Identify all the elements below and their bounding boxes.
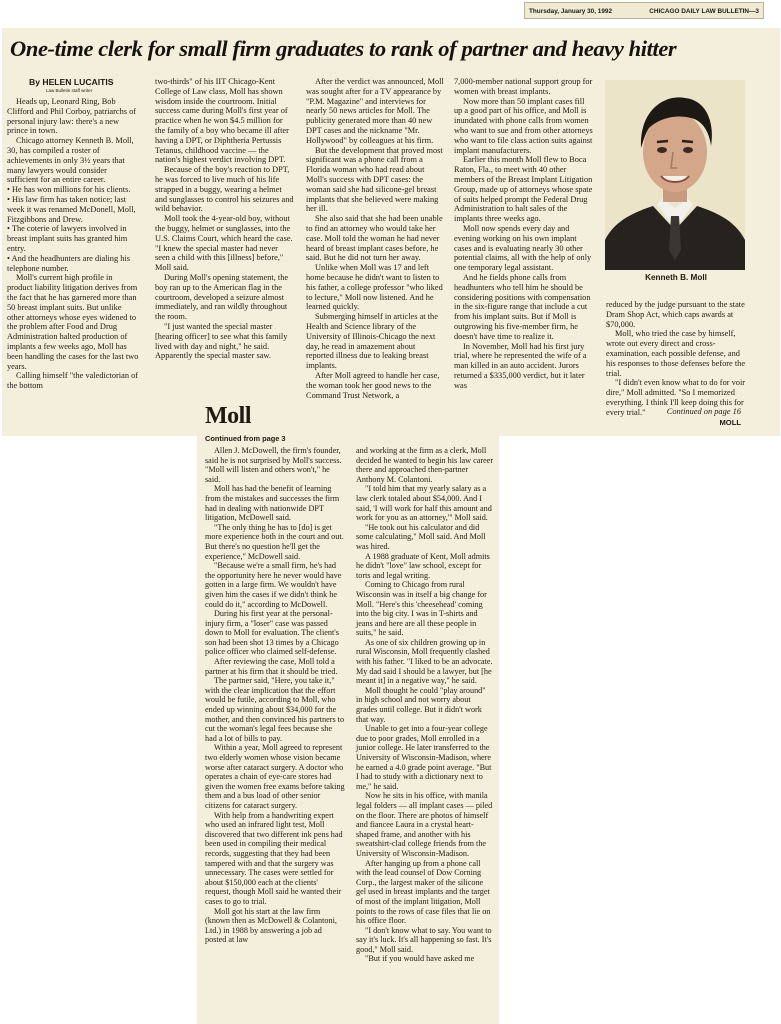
paragraph: But the development that proved most significant was a phone call from a Florida woman who had read about Moll's success with DPT cases: the woman said she had silicone-gel breast implants that she believed were making her ill.: [306, 145, 443, 214]
paragraph: As one of six children growing up in rural Wisconsin, Moll frequently clashed with his father. "I liked to be an advocate. My dad said I should be a lawyer, but [he meant it] in a negative way," he said.: [356, 637, 493, 686]
jump-column-left: [205, 446, 345, 945]
paragraph: In November, Moll had his first jury trial, where he represented the wife of a man killed in an auto accident. Jurors returned a $335,000 verdict, but it later was: [454, 341, 587, 390]
jump-headline: Moll: [205, 403, 251, 429]
paragraph: Unlike when Moll was 17 and left home because he didn't want to listen to his father, a college professor "who liked to lecture," Moll now listened. And he learned quickly.: [306, 263, 443, 312]
paragraph: 7,000-member national support group for women with breast implants.: [454, 77, 593, 96]
paragraph: Moll's current high profile in product liability litigation derives from the fact that he has garnered more than 50 breast implant suits. But unlike other attorneys whose eyes widened to the problem after Food and Drug Administration halted production of implants a few weeks ago, Moll has been handling the cases for the last two years.: [7, 273, 139, 371]
paragraph: Within a year, Moll agreed to represent two elderly women whose vision became worse after cataract surgery. A doctor who operates a chain of eye-care stores had given the women free exams before taking them and a bus load of other senior citizens for cataract surgery.: [205, 743, 345, 810]
paragraph: Moll, who tried the case by himself, wrote out every direct and cross-examination, each possible defense, and his responses to those defenses before the trial.: [606, 329, 746, 378]
portrait-photo: [605, 80, 745, 270]
paragraph: "I didn't even know what to do for voir dire," Moll admitted. "So I memorized everything. I think I'll keep doing this for every trial.": [606, 378, 746, 417]
photo-caption: Kenneth B. Moll: [645, 273, 707, 282]
bullet-paragraph: • His law firm has taken notice; last week it was renamed McDonell, Moll, Fitzgibbons and Drew.: [7, 194, 136, 224]
page-header-tag: [524, 2, 764, 19]
paragraph: Now he sits in his office, with manila legal folders — all implant cases — piled on the floor. There are photos of himself and fiancee Laura in a crystal heart-shaped frame, and another with his sweatshirt-clad college friends from the University of Wisconsin-Madison.: [356, 791, 493, 858]
paragraph: Unable to get into a four-year college due to poor grades, Moll enrolled in a junior college. He later transferred to the University of Wisconsin-Madison, where he earned a 4.0 grade point average. "But I had to study with a dictionary next to me," he said.: [356, 724, 492, 791]
paragraph: "Because we're a small firm, he's had the opportunity here he never would have gotten in a large firm. We wouldn't have given him the cases if we didn't think he could do it," according to McDowell.: [205, 561, 342, 609]
paragraph: "He took out his calculator and did some calculating," Moll said. And Moll was hired.: [356, 522, 486, 551]
paragraph: two-thirds" of his IIT Chicago-Kent College of Law class, Moll has shown wisdom inside the courtroom. Initial success came during Moll's first year of practice when he won $4.5 million for the family of a boy who became ill after having a DPT, or Diphtheria Pertussis Tetanus, childhood vaccine — the nation's highest verdict involving DPT.: [155, 77, 289, 165]
paragraph: After reviewing the case, Moll told a partner at his firm that it should be tried.: [205, 657, 338, 676]
paragraph: and working at the firm as a clerk, Moll decided he wanted to begin his law career there and approached then-partner Anthony M. Colantoni.: [356, 446, 494, 484]
paragraph: A 1988 graduate of Kent, Moll admits he didn't "love" law school, except for torts and legal writing.: [356, 551, 490, 580]
paragraph: The partner said, "Here, you take it," with the clear implication that the effort would be futile, according to Moll, who ended up winning about $34,000 for the mother, and then convinced his partners to cut the woman's legal fees because she had a lot of bills to pay.: [205, 676, 345, 743]
article-column-1: [7, 97, 139, 391]
paragraph: Moll thought he could "play around" in high school and not worry about grades until college. But it didn't work that way.: [356, 685, 486, 724]
paragraph: "The only thing he has to [do] is get more experience both in the court and out. But there's no question he'll get the experience," McDowell said.: [205, 522, 344, 561]
bullet-paragraph: • The coterie of lawyers involved in breast implant suits has granted him entry.: [7, 224, 128, 253]
paragraph: Moll now spends every day and evening working on his own implant cases and is evaluating nearly 30 other potential claims, all with the help of only one temporary legal assistant.: [454, 223, 592, 273]
publication-name: CHICAGO DAILY LAW BULLETIN—3: [649, 8, 759, 15]
paragraph: Because of the boy's reaction to DPT, he was forced to live much of his life strapped in a buggy, wearing a helmet and sunglasses to control his seizures and wild behavior.: [155, 165, 294, 214]
jump-column-right: [356, 446, 494, 964]
paragraph: During his first year at the personal-injury firm, a "loser" case was passed down to Moll for evaluation. The client's son had been shot 13 times by a Chicago police officer who claimed self-defense.: [205, 609, 339, 657]
article-column-4: [454, 77, 594, 391]
paragraph: With help from a handwriting expert who used an infrared light test, Moll discovered that two different ink pens had been used in compiling their medical records, suggesting that they had been tampered with and that the surgery was unnecessary. The cases were settled for about $150,000 each at the clients' request, though Moll said he wanted their cases to go to trial.: [205, 810, 343, 906]
article-column-5: [606, 300, 746, 418]
paragraph: "I don't know what to say. You want to say it's luck. It's all happening so fast. It's good," Moll said.: [356, 925, 492, 954]
paragraph: Allen J. McDowell, the firm's founder, said he is not surprised by Moll's success. "Moll will listen and others won't," he said.: [205, 446, 342, 484]
paragraph: Moll got his start at the law firm (known then as McDowell & Colantoni, Ltd.) in 1988 by answering a job ad posted at law: [205, 906, 337, 945]
issue-date: Thursday, January 30, 1992: [529, 8, 613, 15]
paragraph: After hanging up from a phone call with the lead counsel of Dow Corning Corp., the largest maker of the silicone gel used in breast implants and the target of most of the implant litigation, Moll points to the rows of case files that lie on his office floor.: [356, 858, 491, 926]
paragraph: Heads up, Leonard Ring, Bob Clifford and Phil Corboy, patriarchs of personal injury law: there's a new prince in town.: [7, 97, 137, 136]
article-column-3: [306, 77, 444, 400]
paragraph: Submerging himself in articles at the Health and Science library of the University of Illinois-Chicago the next day, he read in amazement about reported illness due to leaking breast implants.: [306, 312, 438, 371]
byline: By HELEN LUCAITIS: [29, 77, 114, 87]
paragraph: She also said that she had been unable to find an attorney who would take her case. Moll told the woman he had never heard of breast implant cases before, he said. But he did not turn her away.: [306, 214, 443, 263]
paragraph: "I just wanted the special master [hearing officer] to see what this family lived with day and night," he said. Apparently the special master saw.: [155, 321, 288, 361]
headline: One-time clerk for small firm graduates to rank of partner and heavy hitter: [10, 36, 677, 61]
paragraph: During Moll's opening statement, the boy ran up to the American flag in the courtroom, developed a seizure almost immediately, and ran wildly throughout the room.: [155, 272, 289, 322]
bullet-paragraph: • He has won millions for his clients.: [7, 185, 131, 195]
jump-reference: MOLL: [719, 418, 741, 427]
paragraph: Earlier this month Moll flew to Boca Raton, Fla., to meet with 40 other members of the Breast Implant Litigation Group, made up of attorneys whose spate of suits helped prompt the Federal Drug Administration to halt sales of the implants three weeks ago.: [454, 155, 593, 224]
paragraph: Coming to Chicago from rural Wisconsin was in itself a big change for Moll. "Here's this 'cheesehead' coming into the big city. I was in T-shirts and jeans and here are all these people in suits," he said.: [356, 580, 487, 638]
paragraph: "But if you would have asked me: [365, 954, 475, 964]
paragraph: "I told him that my yearly salary as a law clerk totaled about $54,000. And I said, 'I will work for half this amount and work for you as an attorney,'" Moll said.: [356, 484, 492, 523]
paragraph: After the verdict was announced, Moll was sought after for a TV appearance by "P.M. Magazine" and interviews for nearly 50 news articles for Moll. The publicity generated more than 40 new DPT cases and the nickname "Mr. Hollywood" by colleagues at his firm.: [306, 77, 444, 145]
paragraph: Chicago attorney Kenneth B. Moll, 30, has compiled a roster of achievements in only 3½ years that many lawyers would consider sufficient for an entire career.: [7, 136, 134, 185]
paragraph: After Moll agreed to handle her case, the woman took her good news to the Command Trust Network, a: [306, 370, 440, 400]
continued-from-line: Continued from page 3: [205, 434, 286, 443]
paragraph: Calling himself "the valedictorian of the bottom: [7, 371, 139, 391]
byline-title: Law Bulletin staff writer: [46, 88, 93, 93]
paragraph: Moll took the 4-year-old boy, without the buggy, helmet or sunglasses, into the U.S. Claims Court, which heard the case. "I knew the special master had never seen a child with this [illness] before," Moll said.: [155, 214, 293, 273]
bullet-paragraph: • And the headhunters are dialing his telephone number.: [7, 253, 130, 273]
paragraph: And he fields phone calls from headhunters who tell him he should be considering positions with compensation in the six-figure range that include a cut from his implant suits. But if Moll is outgrowing his five-member firm, he doesn't have time to realize it.: [454, 272, 591, 341]
paragraph: Now more than 50 implant cases fill up a good part of his office, and Moll is inundated with phone calls from women who want to sue and from other attorneys who want to file class action suits against implant manufacturers.: [454, 96, 593, 155]
paragraph: reduced by the judge pursuant to the state Dram Shop Act, which caps awards at $70,000.: [606, 300, 745, 329]
article-column-2: [155, 77, 294, 361]
continued-on-line: Continued on page 16: [666, 407, 741, 416]
paragraph: Moll has had the benefit of learning from the mistakes and successes the firm had in dealing with nationwide DPT litigation, McDowell said.: [205, 484, 340, 523]
portrait-image: [605, 80, 745, 270]
